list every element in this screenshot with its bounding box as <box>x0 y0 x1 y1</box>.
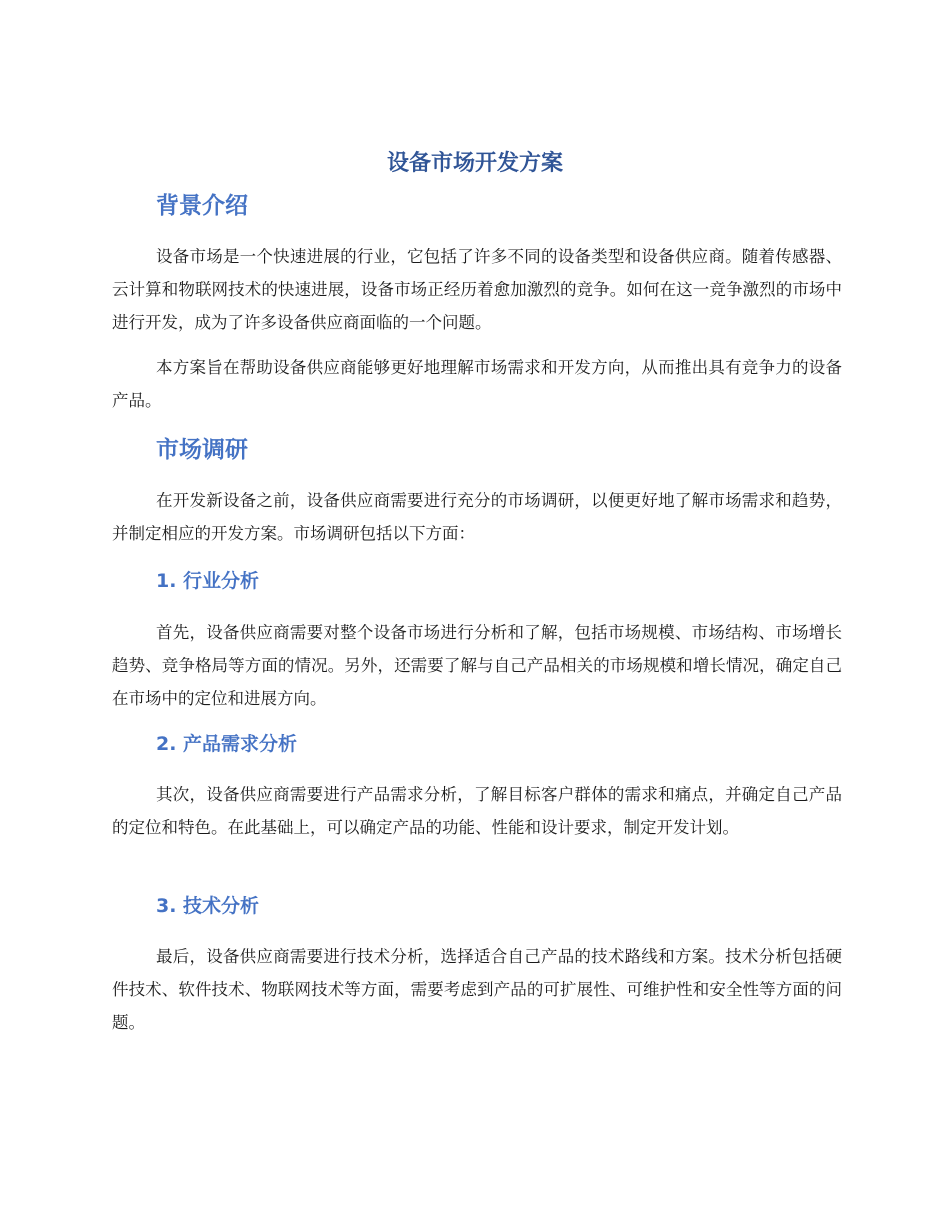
subsection-heading-technology-analysis: 3. 技术分析 <box>156 895 260 917</box>
subsection-heading-product-demand: 2. 产品需求分析 <box>156 733 298 755</box>
document-title: 设备市场开发方案 <box>386 151 563 176</box>
paragraph-industry-analysis: 首先，设备供应商需要对整个设备市场进行分析和了解，包括市场规模、市场结构、市场增长趋势、竞争格局等方面的情况。另外，还需要了解与自己产品相关的市场规模和增长情况，确定自己在市场中的定位和进展方向。 <box>112 623 842 708</box>
paragraph-background-2: 本方案旨在帮助设备供应商能够更好地理解市场需求和开发方向，从而推出具有竞争力的设备产品。 <box>112 358 842 410</box>
paragraph-technology-analysis: 最后，设备供应商需要进行技术分析，选择适合自己产品的技术路线和方案。技术分析包括硬件技术、软件技术、物联网技术等方面，需要考虑到产品的可扩展性、可维护性和安全性等方面的问题。 <box>112 947 842 1032</box>
subsection-heading-industry-analysis: 1. 行业分析 <box>156 570 260 592</box>
paragraph-background-1: 设备市场是一个快速进展的行业，它包括了许多不同的设备类型和设备供应商。随着传感器、云计算和物联网技术的快速进展，设备市场正经历着愈加激烈的竞争。如何在这一竞争激烈的市场中进行开发，成为了许多设备供应商面临的一个问题。 <box>112 247 842 332</box>
section-heading-background: 背景介绍 <box>156 193 248 219</box>
paragraph-product-demand: 其次，设备供应商需要进行产品需求分析，了解目标客户群体的需求和痛点，并确定自己产品的定位和特色。在此基础上，可以确定产品的功能、性能和设计要求，制定开发计划。 <box>112 785 842 837</box>
paragraph-market-research-intro: 在开发新设备之前，设备供应商需要进行充分的市场调研，以便更好地了解市场需求和趋势，并制定相应的开发方案。市场调研包括以下方面： <box>112 491 842 543</box>
section-heading-market-research: 市场调研 <box>156 437 248 463</box>
